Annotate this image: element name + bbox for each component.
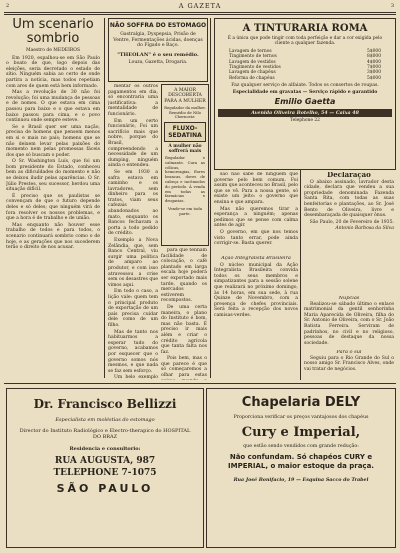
page-number-right: 3 <box>390 3 394 9</box>
ad-title: A TINTURARIA ROMA <box>242 23 368 34</box>
ad-tinturaria-roma <box>214 18 396 170</box>
ad-chapelaria-dely <box>206 388 396 548</box>
ad-headline: A MAIOR DESCOBERTA PARA A MULHER <box>164 88 206 104</box>
ad-name: Dr. Francisco Bellizzi <box>33 397 177 411</box>
article-paragraph: É preciso que os paulistas se convençam de que o futuro depende deles e só deles; que ninguém virá de fora resolver os nossos problemas, e que a hora é de trabalho e de união. <box>6 193 100 222</box>
ad-line: que estão sendo vendidos com grande redução: <box>243 444 359 449</box>
ad-emphasis: Não confundam. Só chapéos CURY e IMPERIAL, o maior estoque da praça. <box>228 453 374 470</box>
article-middle <box>108 84 158 380</box>
article-paragraph: Em 1920, espalhou-se em São Paulo o boato de que, logo depois das eleições, seria decretado o estado de sítio. Ninguém sabia ao certo de onde partira a notícia, mas todos repetiam com ares de quem está bem informado. <box>6 55 100 89</box>
declaracao-signature: Antonio Barbosa da Silva <box>335 226 394 232</box>
article-title: Um scenario sombrio <box>12 18 94 46</box>
nupcias <box>304 296 394 346</box>
ad-specialty: Especialidade em gravatas — Serviço rápido e garantido <box>232 90 378 96</box>
article-paragraph: Um belo exemplo <box>114 375 158 380</box>
ad-phone: TELEPHONE 7-1075 <box>53 468 157 478</box>
header-rule <box>4 12 396 13</box>
article-paragraph: Mas não queremos tirar a esperança a ninguém; apenas pedimos que se pense com calma antes de agir. <box>214 206 298 229</box>
article-byline: Maestro de MEDEIROS <box>25 48 81 53</box>
article-paragraph: Mas enquanto não houver esse trabalho de todos e para todos, o scenario continuará sombrio como o de hoje, e as gerações que nos sucederem terão o direito de nos acusar. <box>6 222 100 251</box>
declaracao <box>304 172 394 292</box>
ad-title: NÃO SOFFRA DO ESTOMAGO <box>109 22 207 29</box>
ad-residence: Residencia e consultorio: <box>69 446 141 452</box>
header-rule-double <box>4 14 396 15</box>
section-title: Para o sul <box>336 350 362 355</box>
ad-text: Louza, Gazetta, Drogaria. <box>128 59 188 65</box>
section-title: Ação Integralista Brasileira <box>221 256 291 261</box>
ad-nao-soffra <box>108 18 208 82</box>
article-paragraph: são não sabe de ninguém que governe pelo bem comum. Foi assim que aconteceu no Brasil, pelo que se vê. Para a nossa gente, só existe um jeito: o governo que ensina e que ampara. <box>214 172 298 205</box>
article-paragraph: Mas a revolução de 30 não foi revolução; foi uma mudança de pessoas e de nomes. O que estava em cima passou para baixo e o que estava em baixo passou para cima, e o povo continuou onde sempre esteve. <box>6 90 100 124</box>
price-row: Lavagem de vestidos 4$000 <box>229 59 381 65</box>
price-list <box>229 49 381 81</box>
article-paragraph: Em todo o caso, a lição vale: quem tem o principal produto de exportação de um país precisa cuidar dele como de um filho. <box>108 289 158 328</box>
ad-tagline: Proporciona verificar os preços vantajosos dos chapéus <box>233 415 369 420</box>
ad-fluxo-sedatina <box>161 84 209 246</box>
acao-integralista <box>214 256 298 380</box>
ad-address: RUA AUGUSTA, 987 <box>54 456 156 466</box>
article-paragraph: O Sr. Washington Luís, que foi um bom presidente do Estado, conheceu bem as dificuldades do momento e não se deixou iludir pelas aparências. O Sr. Júlio Prestes, seu sucessor, herdou uma situação difícil. <box>6 159 100 193</box>
ad-phone: Telephone 22 <box>290 118 320 124</box>
article-paragraph: Mas de tanto nos habituarmos a esperar tudo do governo, acabamos por esquecer que o governo somos nós mesmos, e que nada se faz sem esforço. <box>108 329 158 374</box>
ad-address: Rua José Bonifacio, 19 — Esquina Sacco do Trabel <box>233 477 369 483</box>
ad-text: Regulador da mulher. Remédio de Nilo Chernoviz: <box>164 105 206 120</box>
article-right-text <box>214 172 298 252</box>
article-paragraph: Exemplo a Nova Zelândia, que, sem Banco Central, viu surgir uma política de amparo ao produtor, e com isso atravessou a crise sem os desastres que vimos aqui. <box>108 238 158 288</box>
article-paragraph: Se em 1930 a safra estava em caminho e os lavradores, sem dinheiro para os tratos, viam seus cafezais abandonados ao mato, enquanto os Bancos fechavam a porta a todo pedido de crédito. <box>108 169 158 237</box>
column-divider <box>104 18 105 378</box>
masthead: A GAZETA <box>178 2 222 10</box>
article-paragraph: O governo, em que nos temos visto tanto errar, pode ainda corrigir-se. Basta querer. <box>214 229 298 247</box>
page-number-left: 2 <box>6 3 10 9</box>
article-paragraph: para que tenham facilidade de colocação, o café plantado em larga escala hoje poderá ser exportado mais tarde, quando os mercados estiverem recompostos. <box>161 248 207 304</box>
brand-logo: FLUXO-SEDATINA <box>164 122 206 142</box>
ad-name: Chapelaria DELY <box>241 395 361 410</box>
ad-tagline: A mulher não soffrerá mais <box>168 144 202 154</box>
price-row: Tingimento de ternos 8$000 <box>229 54 381 60</box>
section-title: Nupcias <box>338 296 360 301</box>
article-paragraph: Se o Brasil quer ser uma nação, precisa de homens que pensem menos em si e mais no país; homens que se não deixem levar pelas paixões do momento nem pelas promessas fáceis dos que só buscam o poder. <box>6 124 100 158</box>
declaracao-date: São Paulo, 20 de Fevereiro de 1935. <box>309 219 394 225</box>
price-row: Lavagem de ternos 5$000 <box>229 48 381 54</box>
ad-city: SÃO PAULO <box>56 482 154 495</box>
ad-address: Avenida Oliveira Botelho, 54 — Caixa 48 <box>218 109 392 117</box>
article-right-col <box>161 248 207 380</box>
ad-text: "THEOLAN" é o seu remédio. <box>117 51 199 58</box>
para-o-sul <box>304 350 394 380</box>
ad-specialty: Especialista em moléstias do estomago <box>55 417 155 423</box>
article-paragraph: Realizou-se sábado último o enlace matrimonial da gentil senhorinha Maria Aparecida de Oliveira, filha do Sr. Antonio de Oliveira, com o Sr. João Batista Ferreira. Serviram de padrinhos, no civil e no religioso, pessoas de destaque da nossa sociedade. <box>304 301 394 346</box>
article-scenario <box>6 18 100 380</box>
ad-owner: Emilio Gaetta <box>274 97 336 107</box>
price-row: Lavagem de chapéus 3$000 <box>229 70 381 76</box>
article-paragraph: Pois bem, mas o que parece é que só começaremos a olhar para estas <box>161 356 207 379</box>
article-paragraph: O núcleo municipal da Ação Integralista Brasileira convida todos os seus membros e simpatizantes para a sessão solene que realizará no próximo domingo, às 14 horas, em sua sede, à rua Quinze de Novembro, com a presença de chefes provinciais. Será feita a recepção dos novos camisas-verdes. <box>214 262 298 318</box>
price-row: Tingimento de vestidos 7$000 <box>229 65 381 71</box>
article-paragraph: Em um certo funcionário, Foi um sacrifício mais que nobre, porque do Brasil, compreendendo a necessidade de um dumping, ninguém ainda o entendeu. <box>108 118 158 169</box>
article-paragraph: mentar os outros pagamentos em dia, só encontraria uma justificativa: a mentalidade de funcionário. <box>108 84 158 117</box>
article-paragraph: O abaixo assinado, lavrador desta cidade, declara que vendeu a sua propriedade denominada Fazenda Santa Rita, com todas as suas benfeitorias e plantações, ao Sr. José Bento de Oliveira, livre e desembaraçada de quaisquer ônus. <box>304 179 394 219</box>
ad-bellizzi <box>6 388 204 548</box>
ad-text: Gastralgia, Dyspepsia, Prisão de Ventre, Fermentações ácidas, doenças do Fígado e Baço. <box>113 32 203 49</box>
column-divider <box>210 18 211 378</box>
column-divider <box>300 170 301 380</box>
section-rule <box>4 383 396 384</box>
ad-text: É a única que pode tingir com toda perfeição e dar a cor exigida pelo cliente a qualquer fazenda. <box>227 36 383 47</box>
ad-text: Regulador e calmante. Cura as cólicas, hemorragias, flores brancas, dores de cabeça e incômodos do período. À venda em todas as farmácias e drogarias. <box>165 156 205 204</box>
ad-products: Cury e Imperial, <box>241 425 361 440</box>
price-row: Reforma de chapéus 5$000 <box>229 75 381 81</box>
article-paragraph: De uma certa maneira, o plano do Instituto é bom, mas não basta. É preciso ir mais além e criar o crédito agrícola que tanta falta nos faz. <box>161 304 207 355</box>
ad-footer: Vende-se em toda parte. <box>167 205 202 216</box>
ad-promo: Faz qualquer serviço de alfaiate. Todos os consertos de roupas. <box>231 83 379 89</box>
ad-detail: Director do Instituto Radiológico e Electro-therapico do HOSPITAL DO BRAZ <box>19 428 191 440</box>
section-title: Declaração <box>327 172 371 179</box>
article-paragraph: Seguiu para o Rio Grande do Sul o nosso amigo Sr. Francisco Alves, onde vai tratar de negócios. <box>304 355 394 372</box>
